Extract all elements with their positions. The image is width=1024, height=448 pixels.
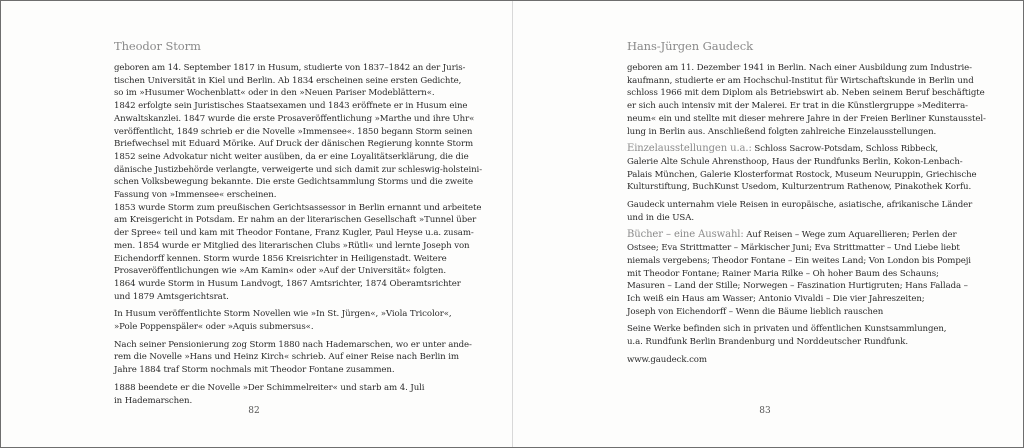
storm-death-paragraph (114, 382, 425, 407)
text-line: Fassung von »Immensee« erscheinen. (114, 190, 277, 201)
gaudeck-biography-paragraph (627, 62, 986, 138)
text-line: schloss 1966 mit dem Diplom als Betriebswirt ab. Neben seinem Beruf beschäftigte (627, 88, 985, 99)
text-line: 1852 seine Advokatur nicht weiter ausüben, da er eine Loyalitätserklärung, die die (114, 151, 469, 162)
left-page-heading: Theodor Storm (114, 39, 201, 53)
text-line: neum« ein und stellte mit dieser mehrere Jahre in der Freien Berliner Kunstausstel- (627, 113, 986, 124)
text-line: so im »Husumer Wochenblatt« oder in den »Neuen Pariser Modeblättern«. (114, 88, 435, 99)
books-text: Auf Reisen – Wege zum Aquarellieren; Perlen der (743, 230, 957, 241)
exhibitions-text: Schloss Sacrow-Potsdam, Schloss Ribbeck, (751, 144, 938, 155)
left-text-column (114, 39, 482, 412)
right-text-column (627, 39, 986, 371)
text-line: Anwaltskanzlei. 1847 wurde die erste Prosaveröffentlichung »Marthe und ihre Uhr« (114, 113, 475, 124)
text-line: In Husum veröffentlichte Storm Novellen wie »In St. Jürgen«, »Viola Tricolor«, (114, 309, 452, 320)
text-line: geboren am 11. Dezember 1941 in Berlin. Nach einer Ausbildung zum Industrie- (627, 63, 972, 73)
text-line: Gaudeck unternahm viele Reisen in europäische, asiatische, afrikanische Länder (627, 200, 973, 211)
text-line: in Hademarschen. (114, 395, 193, 406)
text-line (627, 143, 938, 156)
text-line: dänische Justizbehörde verlangte, verweigerte und sich damit zur schleswig-holsteini- (114, 164, 482, 175)
text-line: Jahre 1884 traf Storm nochmals mit Theodor Fontane zusammen. (114, 365, 395, 376)
text-line: Seine Werke befinden sich in privaten und öffentlichen Kunstsammlungen, (627, 324, 947, 335)
storm-biography-paragraph (114, 62, 482, 303)
text-line: Galerie Alte Schule Ahrensthoop, Haus der Rundfunks Berlin, Kokon-Lenbach- (627, 156, 963, 167)
text-line (627, 229, 957, 242)
text-line: veröffentlicht, 1849 schrieb er die Novelle »Immensee«. 1850 begann Storm seinen (114, 126, 473, 137)
text-line: der Spree« teil und kam mit Theodor Fontane, Franz Kugler, Paul Heyse u.a. zusam- (114, 228, 474, 239)
text-line: und 1879 Amtsgerichtsrat. (114, 291, 229, 302)
exhibitions-label: Einzelausstellungen u.a.: (627, 143, 752, 155)
text-line: am Kreisgericht in Potsdam. Er nahm an der literarischen Gesellschaft »Tunnel über (114, 215, 477, 226)
books-paragraph (627, 229, 971, 318)
website-paragraph (627, 354, 907, 367)
storm-retirement-paragraph (114, 339, 472, 377)
collections-paragraph (627, 323, 947, 348)
travels-paragraph (627, 199, 973, 224)
text-line: Joseph von Eichendorff – Wenn die Bäume lieblich rauschen (627, 306, 884, 317)
text-line: Ich weiß ein Haus am Wasser; Antonio Vivaldi – Die vier Jahreszeiten; (627, 293, 925, 304)
text-line: mit Theodor Fontane; Rainer Maria Rilke – Oh hoher Baum des Schauns; (627, 268, 939, 279)
text-line: Prosaveröffentlichungen wie »Am Kamin« oder »Auf der Universität« folgten. (114, 266, 446, 277)
left-page (1, 1, 512, 447)
text-line: Kulturstiftung, BuchKunst Usedom, Kulturzentrum Rathenow, Pinakothek Korfu. (627, 182, 972, 193)
exhibitions-paragraph (627, 143, 977, 194)
text-line: 1853 wurde Storm zum preußischen Gerichtsassessor in Berlin ernannt und arbeitete (114, 202, 482, 213)
text-line: Ostsee; Eva Strittmatter – Märkischer Juni; Eva Strittmatter – Und Liebe liebt (627, 243, 960, 254)
text-line: 1842 erfolgte sein Juristisches Staatsexamen und 1843 eröffnete er in Husum eine (114, 101, 468, 112)
text-line: lung in Berlin aus. Anschließend folgten zahlreiche Einzelausstellungen. (627, 126, 937, 137)
text-line: niemals vergebens; Theodor Fontane – Ein weites Land; Von London bis Pompeji (627, 255, 971, 266)
page-number: 82 (248, 406, 260, 416)
right-page-heading: Hans-Jürgen Gaudeck (627, 39, 753, 53)
text-line: geboren am 14. September 1817 in Husum, studierte von 1837–1842 an der Juris- (114, 63, 466, 73)
storm-novellas-paragraph (114, 308, 452, 333)
text-line: Nach seiner Pensionierung zog Storm 1880 nach Hademarschen, wo er unter ande- (114, 339, 472, 350)
text-line: tischen Universität in Kiel und Berlin. Ab 1834 erscheinen seine ersten Gedichte, (114, 75, 462, 86)
text-line: und in die USA. (627, 212, 694, 223)
page-number: 83 (759, 406, 771, 416)
text-line: Palais München, Galerie Klosterformat Rostock, Museum Neuruppin, Griechische (627, 169, 977, 180)
text-line: er sich auch intensiv mit der Malerei. Er trat in die Künstlergruppe »Mediterra- (627, 101, 968, 112)
text-line: 1864 wurde Storm in Husum Landvogt, 1867 Amtsrichter, 1874 Oberamtsrichter (114, 278, 461, 289)
text-line: Briefwechsel mit Eduard Mörike. Auf Druck der dänischen Regierung konnte Storm (114, 139, 474, 150)
right-page (513, 1, 1023, 447)
text-line: kaufmann, studierte er am Hochschul-Institut für Wirtschaftskunde in Berlin und (627, 75, 974, 86)
text-line: Masuren – Land der Stille; Norwegen – Faszination Hurtigruten; Hans Fallada – (627, 281, 968, 292)
text-line: Eichendorff kennen. Storm wurde 1856 Kreisrichter in Heiligenstadt. Weitere (114, 253, 447, 264)
website-link[interactable]: www.gaudeck.com (627, 354, 707, 365)
text-line: men. 1854 wurde er Mitglied des literarischen Clubs »Rütli« und lernte Joseph von (114, 240, 470, 251)
text-line: u.a. Rundfunk Berlin Brandenburg und Norddeutscher Rundfunk. (627, 337, 909, 348)
text-line: schen Volksbewegung bekannte. Die erste Gedichtsammlung Storms und die zweite (114, 177, 473, 188)
text-line: rem die Novelle »Hans und Heinz Kirch« schrieb. Auf einer Reise nach Berlin im (114, 352, 459, 363)
text-line: 1888 beendete er die Novelle »Der Schimmelreiter« und starb am 4. Juli (114, 382, 425, 393)
books-label: Bücher – eine Auswahl: (627, 229, 744, 241)
text-line: »Pole Poppenspäler« oder »Aquis submersus«. (114, 322, 314, 333)
